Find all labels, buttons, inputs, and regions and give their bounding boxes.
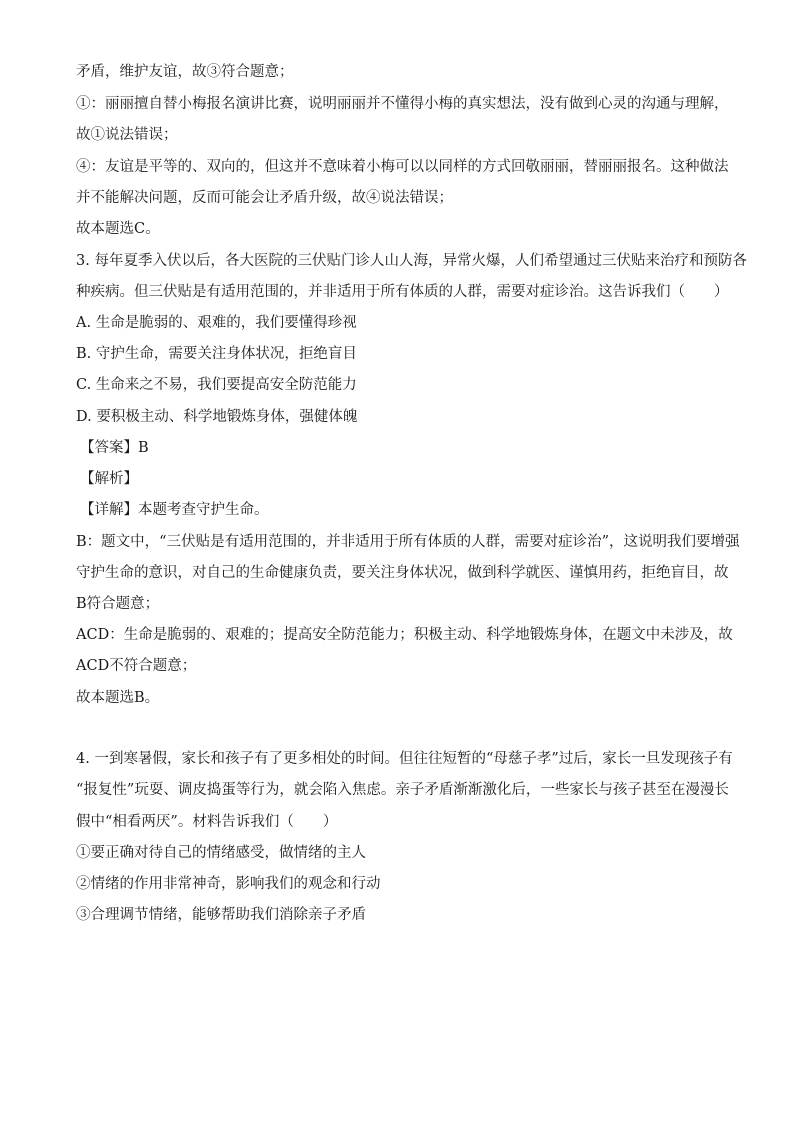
text-line: 矛盾，维护友谊，故③符合题意； [76,64,294,80]
text-line: 故①说法错误； [76,127,178,143]
question-4-stem: “报复性”玩耍、调皮捣蛋等行为，就会陷入焦虑。亲子矛盾渐渐激化后，一些家长与孩子甚至在漫漫长 [76,782,729,798]
answer-label: 【答案】B [80,440,149,456]
option-a: A. 生命是脆弱的、艰难的，我们要懂得珍视 [76,315,357,331]
text-line: B符合题意； [76,596,160,612]
question-4-stem: 4. 一到寒暑假，家长和孩子有了更多相处的时间。但往往短暂的“母慈子孝”过后，家长一旦发现孩子有 [76,751,733,767]
text-line: 守护生命的意识，对自己的生命健康负责，要关注身体状况，做到科学就医、谨慎用药，拒绝盲目，故 [76,565,729,581]
option-d: D. 要积极主动、科学地锻炼身体，强健体魄 [76,409,358,425]
question-3-stem: 种疾病。但三伏贴是有适用范围的，并非适用于所有体质的人群，需要对症诊治。这告诉我们（ ） [76,284,729,300]
statement-1: ①要正确对待自己的情绪感受，做情绪的主人 [76,845,366,861]
text-line: 故本题选C。 [76,221,160,237]
option-c: C. 生命来之不易，我们要提高安全防范能力 [76,377,357,393]
text-line: ACD不符合题意； [76,658,197,674]
text-line: 故本题选B。 [76,690,160,706]
question-3-stem: 3. 每年夏季入伏以后，各大医院的三伏贴门诊人山人海，异常火爆，人们希望通过三伏贴来治疗和预防各 [76,253,747,269]
detail-label: 【详解】本题考查守护生命。 [80,502,269,518]
analysis-label: 【解析】 [80,471,138,487]
text-line: 并不能解决问题，反而可能会让矛盾升级，故④说法错误； [76,190,453,206]
statement-2: ②情绪的作用非常神奇，影响我们的观念和行动 [76,876,381,892]
question-4-stem: 假中“相看两厌”。材料告诉我们（ ） [76,814,338,830]
text-line: ACD：生命是脆弱的、艰难的；提高安全防范能力；积极主动、科学地锻炼身体，在题文中未涉及，故 [76,627,733,643]
text-line: ④：友谊是平等的、双向的，但这并不意味着小梅可以以同样的方式回敬丽丽，替丽丽报名。这种做法 [76,159,729,175]
option-b: B. 守护生命，需要关注身体状况，拒绝盲目 [76,346,357,362]
statement-3: ③合理调节情绪，能够帮助我们消除亲子矛盾 [76,907,366,923]
text-line: B：题文中，“三伏贴是有适用范围的，并非适用于所有体质的人群，需要对症诊治”，这说明我们要增强 [76,534,740,550]
text-line: ①：丽丽擅自替小梅报名演讲比赛，说明丽丽并不懂得小梅的真实想法，没有做到心灵的沟通与理解， [76,96,729,112]
